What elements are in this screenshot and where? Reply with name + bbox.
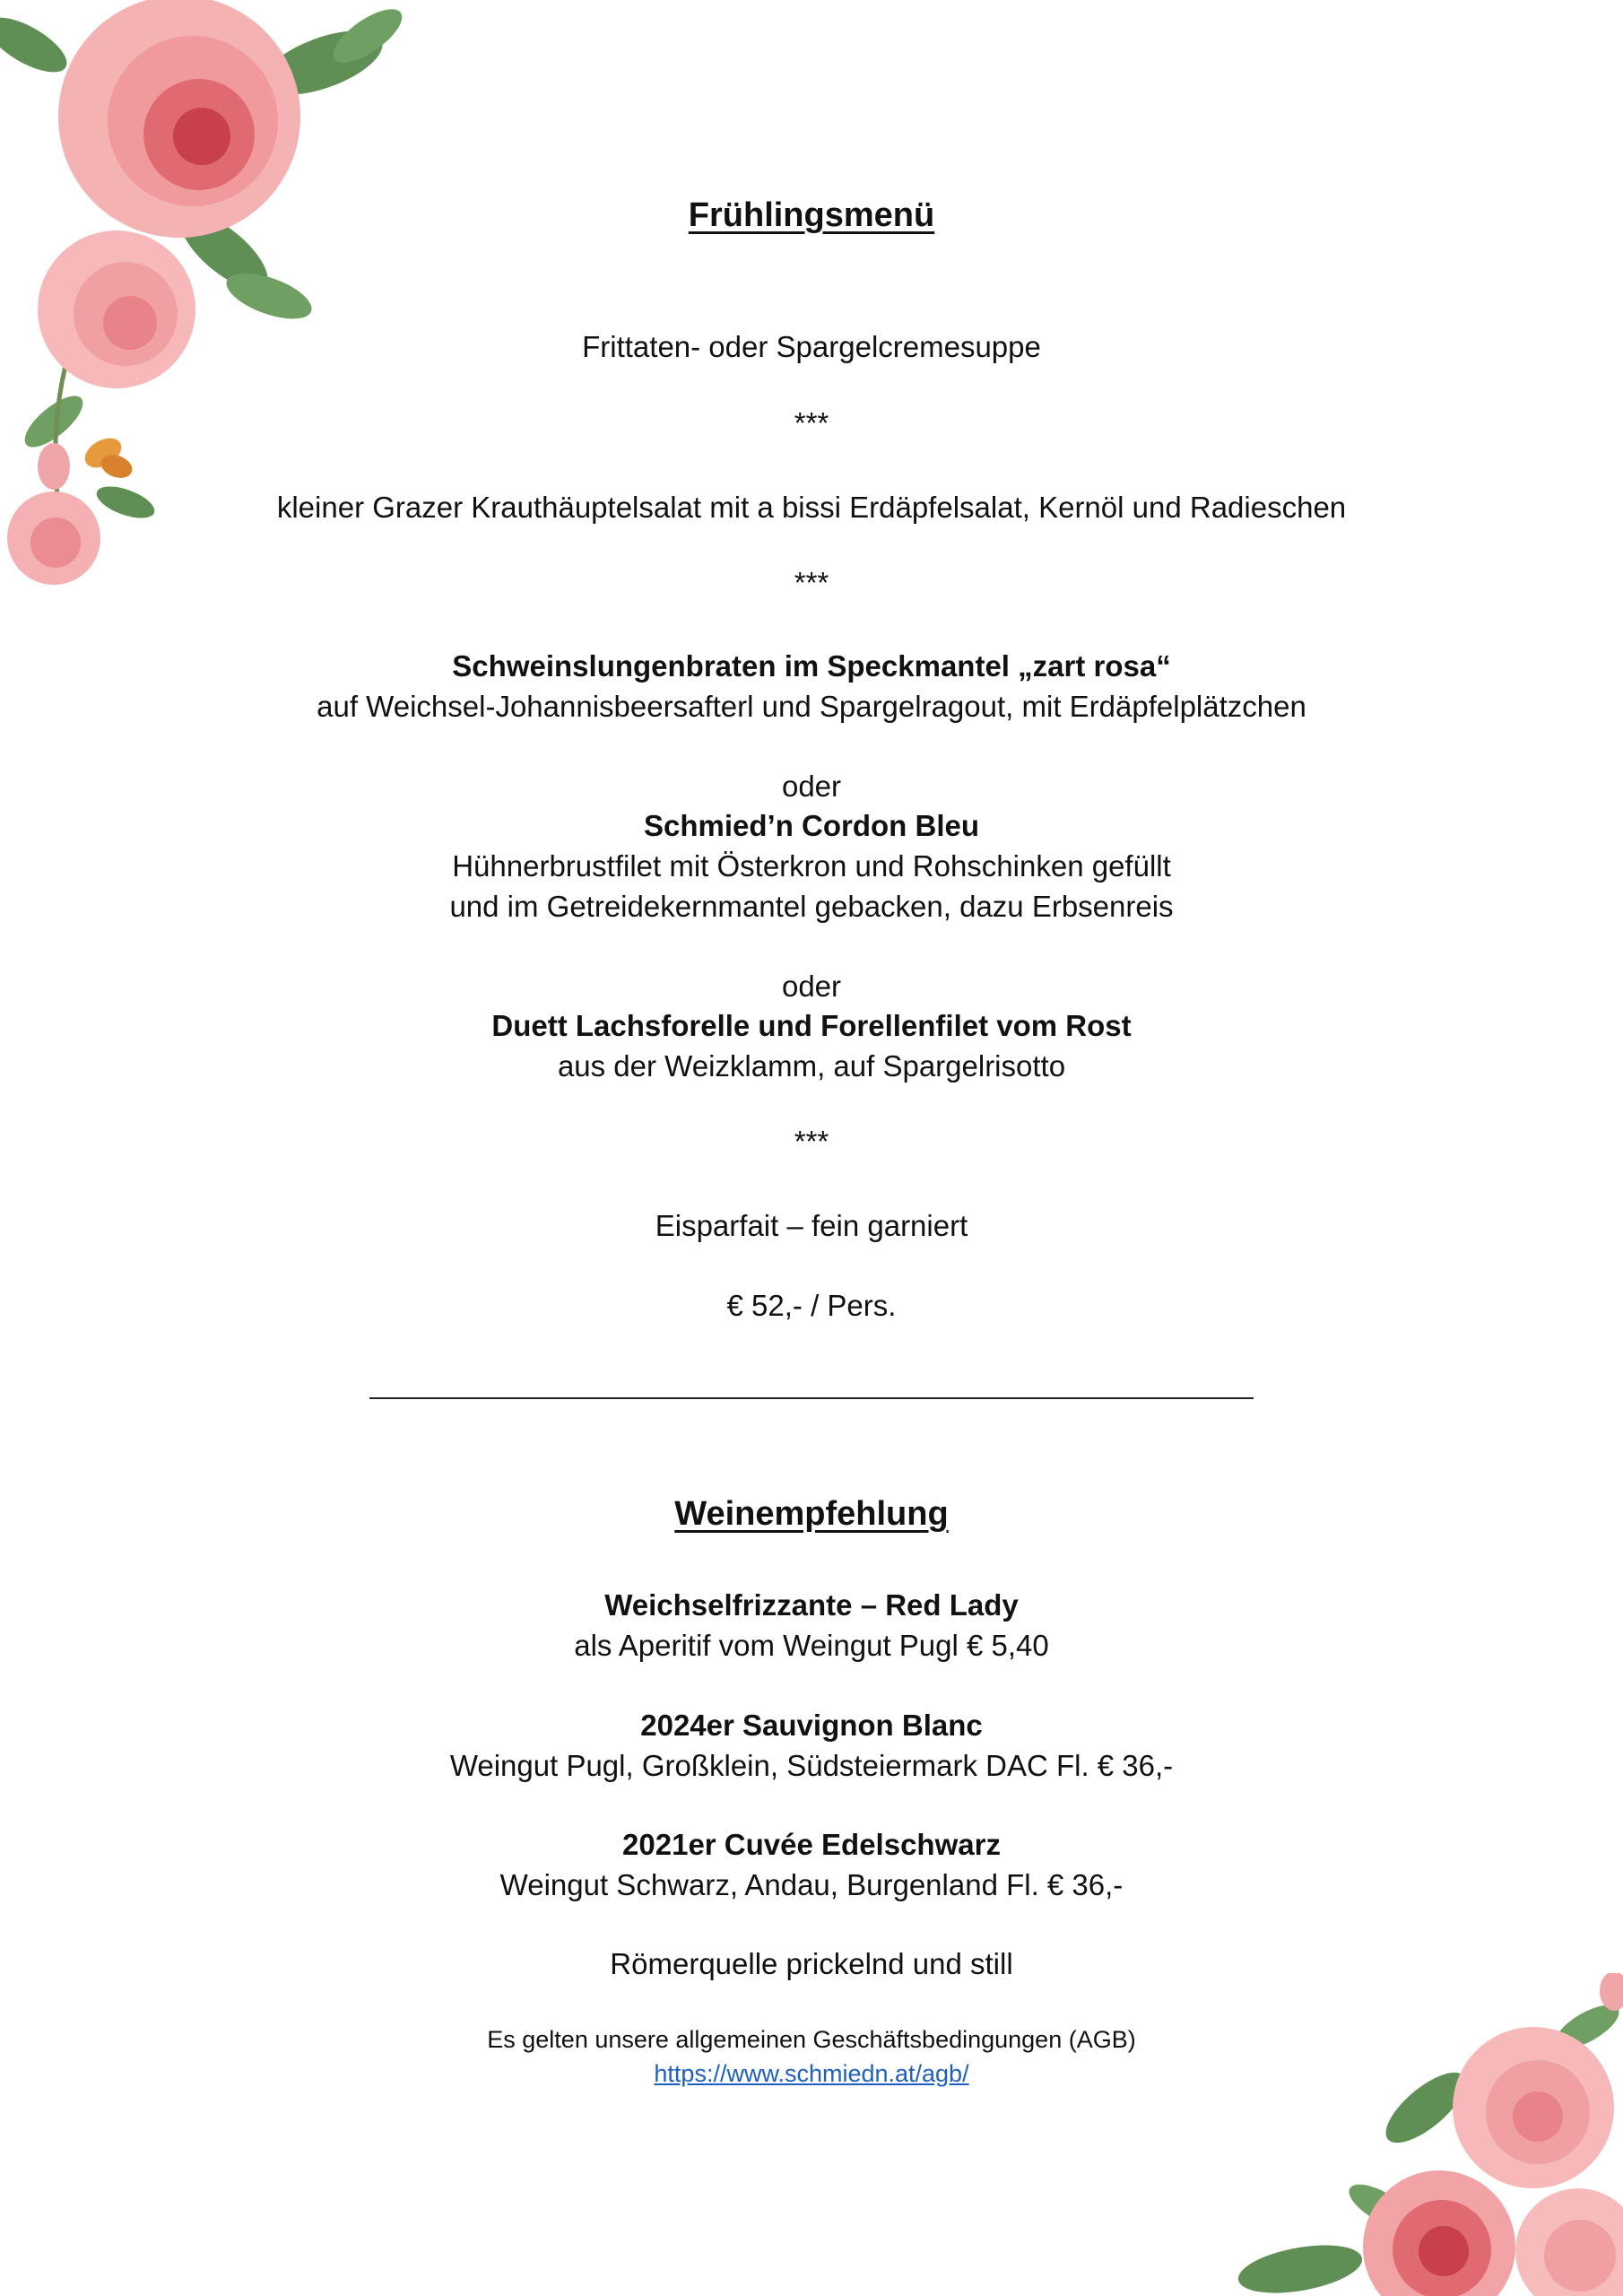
main-course-3-title: Duett Lachsforelle und Forellenfilet vom Rost [491,1009,1132,1042]
section-divider [369,1397,1254,1399]
menu-title: Frühlingsmenü [688,196,935,234]
wine-3-title: 2021er Cuvée Edelschwarz [622,1828,1001,1861]
menu-salad: kleiner Grazer Krauthäuptelsalat mit a bissi Erdäpfelsalat, Kernöl und Radieschen [276,491,1347,524]
terms-text: Es gelten unsere allgemeinen Geschäftsbedingungen (AGB) [487,2026,1136,2053]
separator-2: *** [794,566,829,599]
separator-1: *** [794,406,829,439]
wine-title: Weinempfehlung [674,1495,949,1533]
rose-bouquet-top-left-icon [0,0,430,628]
main-course-2-description-2: und im Getreidekernmantel gebacken, dazu Erbsenreis [449,890,1174,923]
or-1: oder [781,770,842,803]
menu-dessert: Eisparfait – fein garniert [655,1209,968,1242]
main-course-3-description: aus der Weizklamm, auf Spargelrisotto [557,1049,1066,1083]
rose-bouquet-bottom-right-icon [1202,1973,1623,2296]
main-course-1-title: Schweinslungenbraten im Speckmantel „zart rosa“ [452,649,1171,683]
water-note: Römerquelle prickelnd und still [610,1947,1013,1980]
separator-3: *** [794,1125,829,1158]
wine-2-title: 2024er Sauvignon Blanc [640,1709,983,1742]
wine-2-description: Weingut Pugl, Großklein, Südsteiermark DAC Fl. € 36,- [449,1749,1174,1782]
wine-1-description: als Aperitif vom Weingut Pugl € 5,40 [574,1629,1049,1662]
wine-1-title: Weichselfrizzante – Red Lady [604,1588,1019,1622]
main-course-2-title: Schmied’n Cordon Bleu [643,809,980,842]
terms-link-row [0,2057,1623,2090]
menu-price: € 52,- / Pers. [726,1289,897,1322]
wine-3-description: Weingut Schwarz, Andau, Burgenland Fl. € 36,- [499,1868,1124,1901]
main-course-1-description: auf Weichsel-Johannisbeersafterl und Spargelragout, mit Erdäpfelplätzchen [317,690,1306,723]
menu-soup: Frittaten- oder Spargelcremesuppe [582,330,1041,363]
terms-link[interactable]: https://www.schmiedn.at/agb/ [654,2060,969,2087]
or-2: oder [781,970,842,1003]
main-course-2-description-1: Hühnerbrustfilet mit Österkron und Rohschinken gefüllt [452,849,1171,883]
